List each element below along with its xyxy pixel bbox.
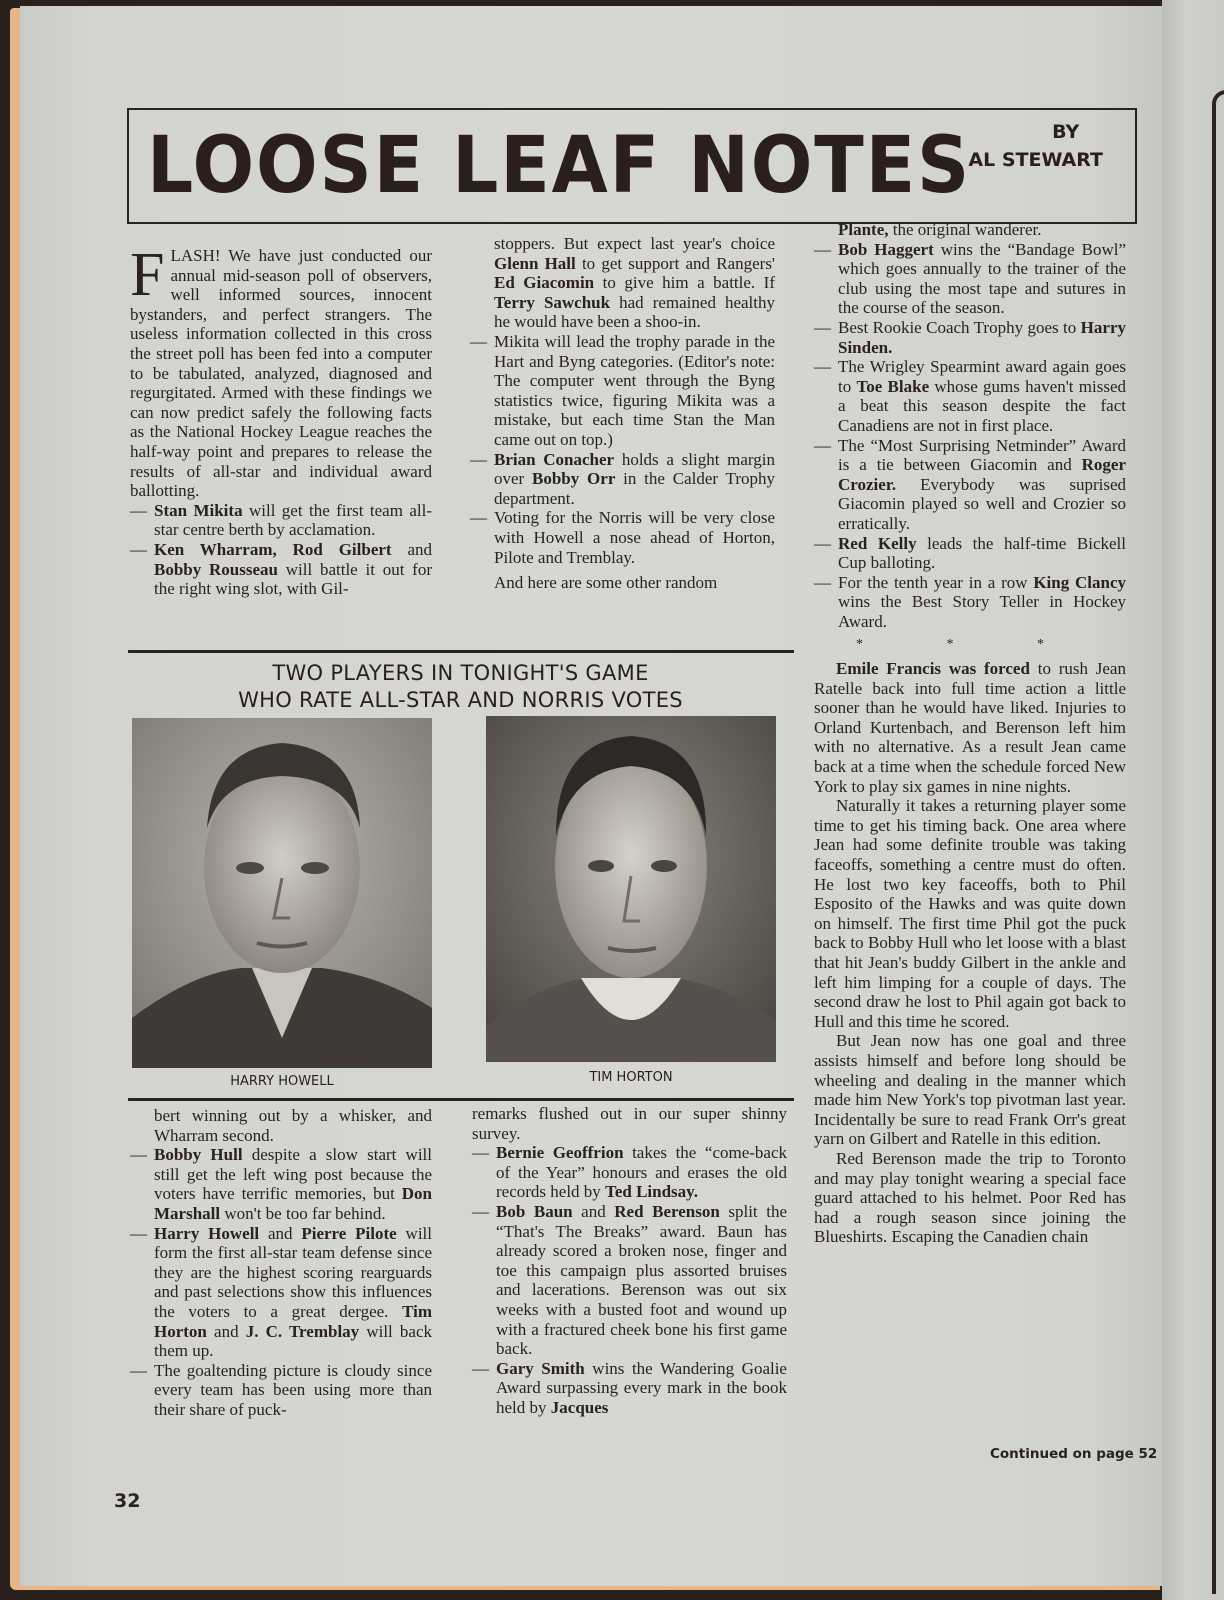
byline-by: BY — [1052, 121, 1080, 143]
column-1-top — [130, 241, 433, 599]
paragraph: Red Berenson made the trip to Toronto and may play tonight wearing a special face guard attached to his helmet. Poor Red has had a rough season since joining the Blueshirts. Escaping the Canadien chain — [814, 1148, 1126, 1247]
list-item: — Voting for the Norris will be very close with Howell a nose ahead of Horton, Pilote and Tremblay. — [470, 508, 775, 567]
paragraph: remarks flushed out in our super shinny survey. — [472, 1104, 787, 1143]
photo-heading-line-2: WHO RATE ALL-STAR AND NORRIS VOTES — [238, 688, 683, 712]
column-2-bottom — [472, 1104, 787, 1418]
list-item: — Bob Haggert wins the “Bandage Bowl” which goes annually to the trainer of the club using the most tape and sutures in the course of the season. — [814, 239, 1126, 318]
list-item: — Brian Conacher holds a slight margin over Bobby Orr in the Calder Trophy department. — [470, 449, 775, 508]
column-3 — [814, 220, 1126, 1247]
facing-page-frame — [1212, 90, 1224, 1594]
list-item: — Harry Howell and Pierre Pilote will form the first all-star team defense since they are the highest scoring rearguards and past selections show this influences the voters to a great dergee. Tim Horton and J. C. Tremblay will back them up. — [130, 1223, 432, 1361]
paragraph: Naturally it takes a returning player some time to get his timing back. One area where Jean had some definite trouble was taking faceoffs, something a centre must do often. He lost two key faceoffs, both to Phil Esposito of the Hawks and was quite down on himself. The first time Phil got the puck back to Bobby Hull who let loose with a blast that hit Jean's buddy Gilbert in the ankle and left him limping for a couple of days. The second draw he lost to Phil again got back to Hull and this time he scored. — [814, 796, 1126, 1031]
paragraph: Emile Francis was forced to rush Jean Ratelle back into full time action a little sooner than he would have liked. Injuries to Orland Kurtenbach, and Berenson left him with no alternative. As a result Jean came back at a time when the schedule forced New York to play six games in nine nights. — [814, 659, 1126, 796]
list-item: — Gary Smith wins the Wandering Goalie Award surpassing every mark in the book held by Jacques — [472, 1358, 787, 1417]
section-break-stars: * * * — [856, 637, 1084, 653]
photo-heading — [128, 660, 793, 714]
portrait-image — [486, 716, 776, 1062]
photo-tim-horton — [486, 716, 776, 1062]
paragraph: And here are some other random — [494, 573, 718, 593]
photo-caption: HARRY HOWELL — [230, 1074, 334, 1089]
article-title: LOOSE LEAF NOTES — [147, 121, 972, 211]
portrait-image — [132, 718, 432, 1068]
list-item: — The “Most Surprising Netminder” Award is a tie between Giacomin and Roger Crozier. Everybody was suprised Giacomin played so well and Crozier so erratically. — [814, 435, 1126, 533]
paragraph: stoppers. But expect last year's choice Glenn Hall to get support and Rangers' Ed Giacomin to give him a battle. If Terry Sawchuk had remained healthy he would have been a shoo-in. — [494, 234, 776, 332]
title-box — [127, 108, 1137, 224]
photo-caption: TIM HORTON — [589, 1070, 673, 1085]
paragraph: But Jean now has one goal and three assists himself and before long should be wheeling and dealing in the manner which made him New York's top pivotman last year. Incidentally be sure to read Frank Orr's great yarn on Gilbert and Ratelle in this edition. — [814, 1031, 1126, 1149]
paragraph: bert winning out by a whisker, and Wharram second. — [154, 1106, 432, 1145]
list-item: — Ken Wharram, Rod Gilbert and Bobby Rousseau will battle it out for the right wing slot, with Gil- — [130, 539, 433, 599]
photo-harry-howell — [132, 718, 432, 1068]
list-item: — The goaltending picture is cloudy since every team has been using more than their share of puck- — [130, 1360, 432, 1419]
photo-heading-line-1: TWO PLAYERS IN TONIGHT'S GAME — [272, 661, 649, 685]
page-number: 32 — [114, 1490, 141, 1512]
byline — [968, 118, 1103, 174]
continued-on-page: Continued on page 52 — [990, 1446, 1158, 1462]
list-item: — Mikita will lead the trophy parade in the Hart and Byng categories. (Editor's note: The computer went through the Byng statistics twice, figuring Mikita was a mistake, but each time Stan the Man came out on top.) — [470, 331, 775, 449]
byline-author: AL STEWART — [968, 149, 1103, 171]
list-item: — For the tenth year in a row King Clancy wins the Best Story Teller in Hockey Award. — [814, 572, 1126, 631]
intro-paragraph: FLASH! We have just conducted our annual mid-season poll of observers, well informed sources, innocent bystanders, and perfect strangers. The useless information collected in this cross the street poll has been fed into a computer to be tabulated, analyzed, diagnosed and regurgitated. Armed with these findings we can now predict safely the following facts as the National Hockey League reaches the half-way point and prepares to release the results of all-star and individual award ballotting. — [130, 241, 432, 501]
column-2-top — [470, 234, 775, 593]
column-1-bottom — [130, 1106, 432, 1420]
list-item: — Bernie Geoffrion takes the “come-back of the Year” honours and erases the old records held by Ted Lindsay. — [472, 1143, 788, 1202]
list-item: — Best Rookie Coach Trophy goes to Harry Sinden. — [814, 317, 1126, 357]
divider-rule — [128, 1098, 794, 1101]
paragraph: Plante, the original wanderer. — [838, 220, 1042, 239]
list-item: — Bobby Hull despite a slow start will still get the left wing post because the voters have terrific memories, but Don Marshall won't be too far behind. — [130, 1145, 433, 1223]
list-item: — Stan Mikita will get the first team all-star centre berth by acclamation. — [130, 500, 432, 540]
drop-cap: F — [130, 241, 165, 309]
list-item: — Bob Baun and Red Berenson split the “That's The Breaks” award. Baun has already scored a broken nose, finger and toe this campaign plus assorted bruises and lacerations. Berenson was out six weeks with a busted foot and wound up with a fractured cheek bone his first game back. — [472, 1201, 787, 1359]
divider-rule — [128, 650, 794, 653]
list-item: — The Wrigley Spearmint award again goes to Toe Blake whose gums haven't missed a beat this season despite the fact Canadiens are not in first place. — [814, 357, 1126, 435]
list-item: — Red Kelly leads the half-time Bickell Cup balloting. — [814, 533, 1126, 573]
